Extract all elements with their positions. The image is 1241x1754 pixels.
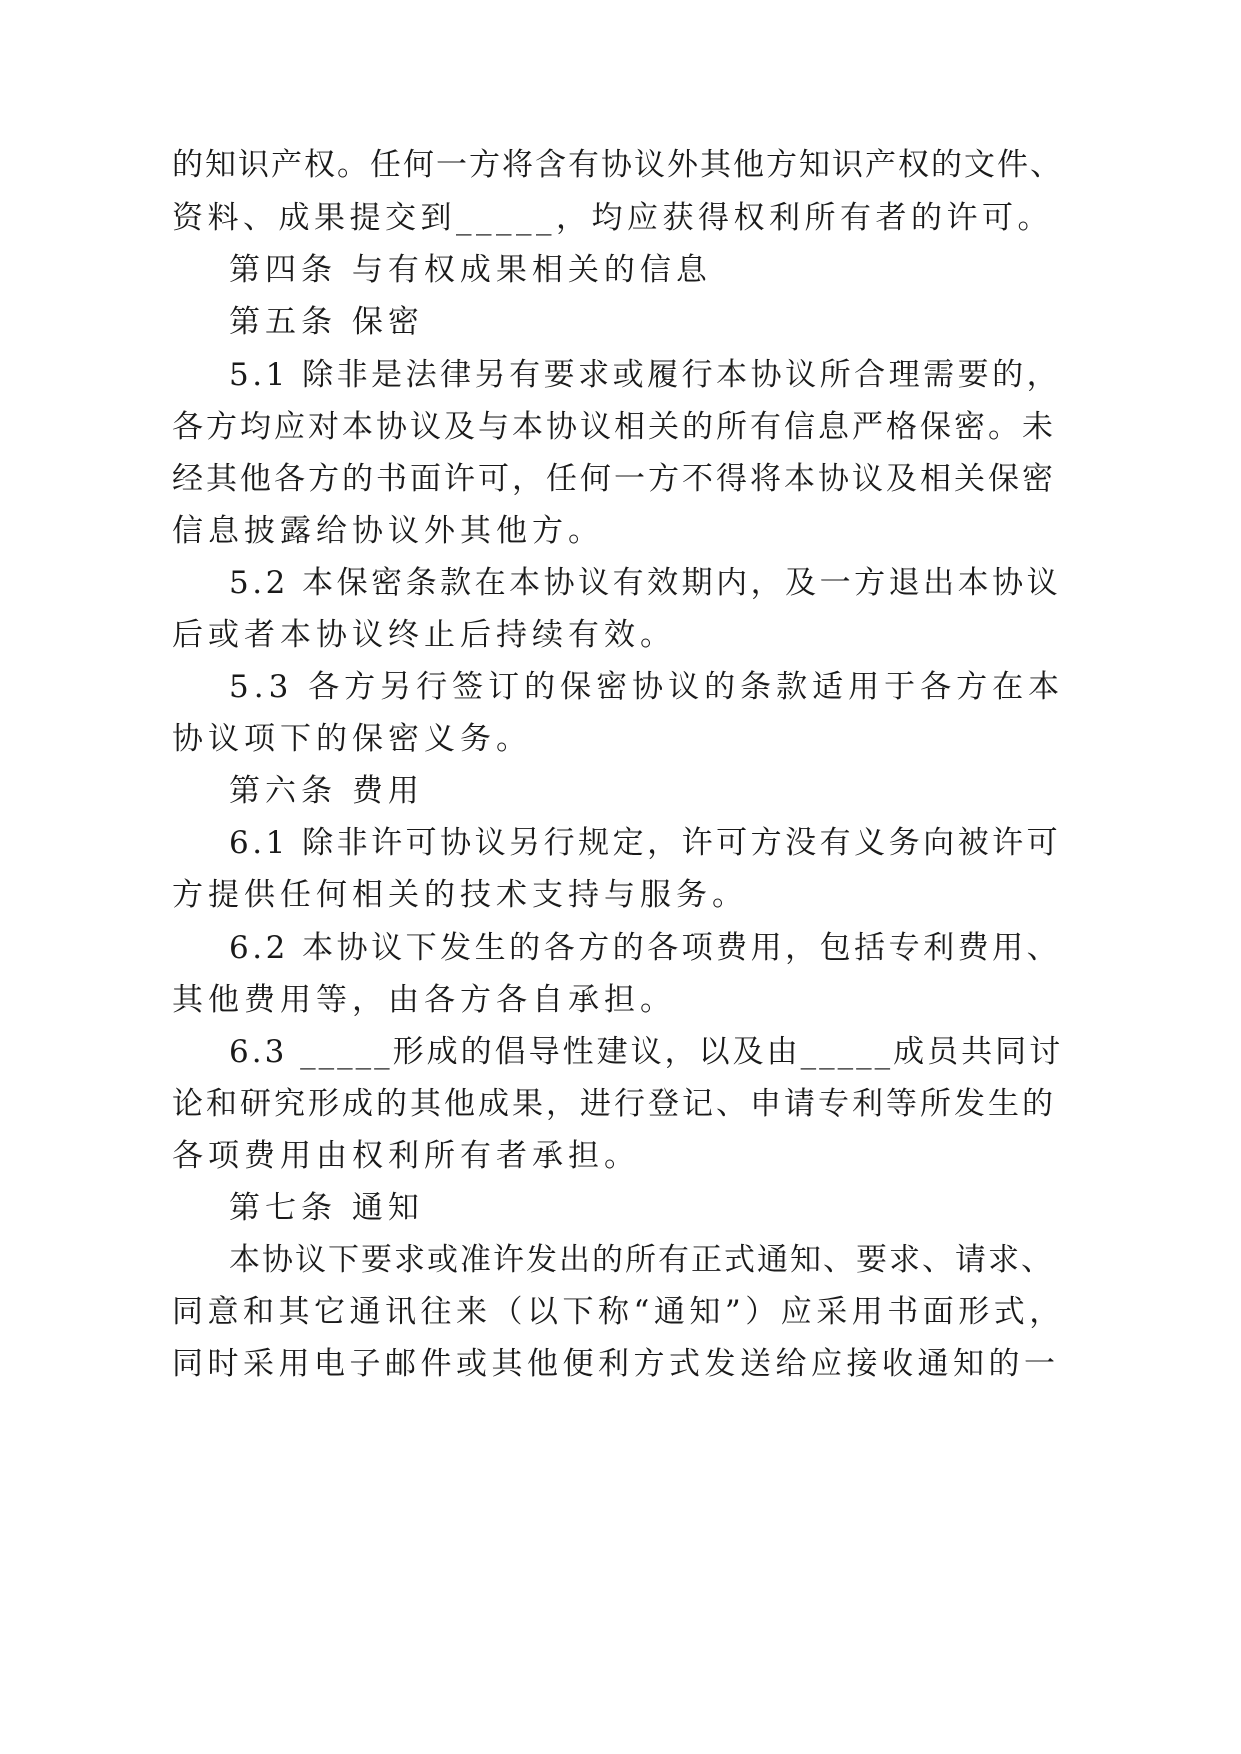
body-text-line: 其他费用等，由各方各自承担。 (172, 982, 676, 1018)
clause-text-line: 6.3 _____形成的倡导性建议，以及由_____成员共同讨 (229, 1034, 1064, 1070)
clause-text-line: 本协议下要求或准许发出的所有正式通知、要求、请求、 (229, 1242, 1054, 1278)
body-text-line: 经其他各方的书面许可，任何一方不得将本协议及相关保密 (172, 461, 1056, 497)
article-heading: 第六条 费用 (229, 773, 424, 809)
clause-text-line: 6.1 除非许可协议另行规定，许可方没有义务向被许可 (229, 825, 1062, 861)
body-text-line: 协议项下的保密义务。 (172, 721, 532, 757)
body-text-line: 同时采用电子邮件或其他便利方式发送给应接收通知的一 (172, 1346, 1060, 1382)
article-heading: 第七条 通知 (229, 1190, 424, 1226)
body-text-line: 论和研究形成的其他成果，进行登记、申请专利等所发生的 (172, 1086, 1056, 1122)
clause-text-line: 5.1 除非是法律另有要求或履行本协议所合理需要的， (229, 357, 1062, 393)
article-heading: 第五条 保密 (229, 304, 424, 340)
article-heading: 第四条 与有权成果相关的信息 (229, 252, 712, 288)
clause-text-line: 5.3 各方另行签订的保密协议的条款适用于各方在本 (229, 669, 1065, 705)
body-text-line: 同意和其它通讯往来（以下称“通知”）应采用书面形式， (172, 1294, 1065, 1330)
body-text-line: 各项费用由权利所有者承担。 (172, 1138, 640, 1174)
clause-text-line: 5.2 本保密条款在本协议有效期内，及一方退出本协议 (229, 565, 1062, 601)
body-text-line: 信息披露给协议外其他方。 (172, 513, 604, 549)
body-text-line: 资料、成果提交到_____，均应获得权利所有者的许可。 (172, 200, 1053, 236)
clause-text-line: 6.2 本协议下发生的各方的各项费用，包括专利费用、 (229, 930, 1062, 966)
body-text-line: 后或者本协议终止后持续有效。 (172, 617, 676, 653)
body-text-line: 方提供任何相关的技术支持与服务。 (172, 877, 748, 913)
body-text-line: 各方均应对本协议及与本协议相关的所有信息严格保密。未 (172, 409, 1056, 445)
body-text-line: 的知识产权。任何一方将含有协议外其他方知识产权的文件、 (172, 147, 1063, 183)
